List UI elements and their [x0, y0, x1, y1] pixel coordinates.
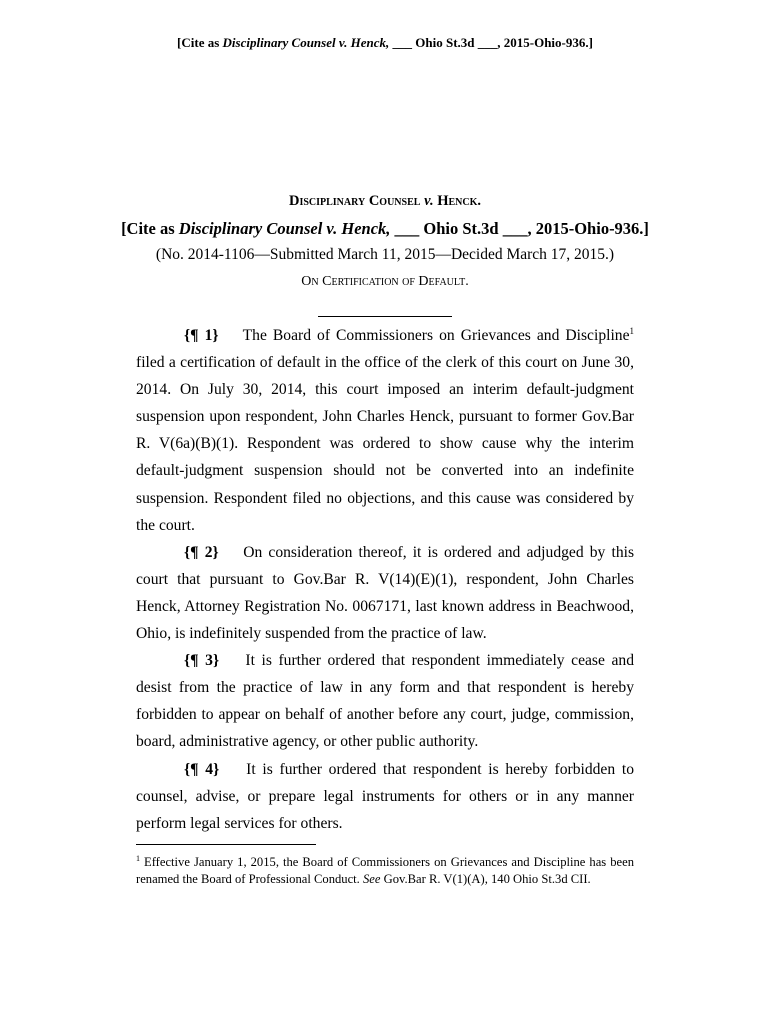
paragraph-text: It is further ordered that respondent is hereby forbidden to counsel, advise, or prepare legal instruments for others or in any manner perform legal services for others.: [136, 760, 635, 832]
citation-case-name: Disciplinary Counsel v. Henck,: [178, 219, 391, 238]
paragraph-1: [136, 322, 634, 539]
running-head: [0, 35, 770, 51]
footnote-text: Effective January 1, 2015, the Board of Commissioners on Grievances and Discipline has been renamed the Board of Professional Conduct.: [136, 855, 634, 886]
running-head-citation: ___ Ohio St.3d ___, 2015-Ohio-936.]: [389, 35, 593, 50]
case-title: [0, 193, 770, 210]
citation-open: [Cite as: [121, 219, 179, 238]
paragraph-text: It is further ordered that respondent immediately cease and desist from the practice of law in any form and that respondent is hereby forbidden to appear on behalf of another before any court, judge, commission, board, administrative agency, or other public authority.: [136, 652, 635, 751]
opinion-body: [136, 322, 634, 837]
footnote-reference[interactable]: 1: [629, 325, 634, 336]
citation-reporter: ___ Ohio St.3d ___, 2015-Ohio-936.]: [390, 219, 649, 238]
paragraph-mark: {¶ 3}: [184, 652, 220, 670]
section-divider: [318, 316, 452, 317]
running-head-case-name: Disciplinary Counsel v. Henck,: [222, 35, 390, 50]
footnote-number: 1: [136, 853, 140, 863]
certification-line: On Certification of Default.: [301, 274, 469, 289]
case-title-party2: Henck.: [437, 193, 482, 209]
case-title-versus: v.: [424, 193, 434, 209]
citation-line: [0, 219, 770, 239]
paragraph-mark: {¶ 1}: [184, 327, 219, 344]
paragraph-text: On consideration thereof, it is ordered and adjudged by this court that pursuant to Gov.Bar R. V(14)(E)(1), respondent, John Charles Henck, Attorney Registration No. 0067171, last known address in Beachwood, Ohio, is indefinitely suspended from the practice of law.: [136, 543, 635, 643]
paragraph-text: The Board of Commissioners on Grievances and Discipline: [242, 327, 630, 344]
paragraph-3: [136, 647, 634, 755]
footnote: [136, 854, 634, 888]
docket-line: (No. 2014-1106—Submitted March 11, 2015—Decided March 17, 2015.): [155, 246, 615, 263]
paragraph-mark: {¶ 2}: [184, 543, 219, 561]
paragraph-2: [136, 539, 634, 647]
footnote-signal: See: [362, 872, 381, 886]
paragraph-4: [136, 756, 634, 837]
case-title-party1: Disciplinary Counsel: [288, 193, 421, 209]
paragraph-mark: {¶ 4}: [184, 760, 220, 778]
running-head-open: [Cite as: [177, 35, 223, 50]
footnote-citation: Gov.Bar R. V(1)(A), 140 Ohio St.3d CII.: [380, 872, 591, 886]
paragraph-text: filed a certification of default in the office of the clerk of this court on June 30, 2014. On July 30, 2014, this court imposed an interim default-judgment suspension upon respondent, John Charles Henck, pursuant to former Gov.Bar R. V(6a)(B)(1). Respondent was ordered to show cause why the interim default-judgment suspension should not be converted into an indefinite suspension. Respondent filed no objections, and this cause was considered by the court.: [136, 354, 634, 534]
footnote-divider: [136, 844, 316, 845]
